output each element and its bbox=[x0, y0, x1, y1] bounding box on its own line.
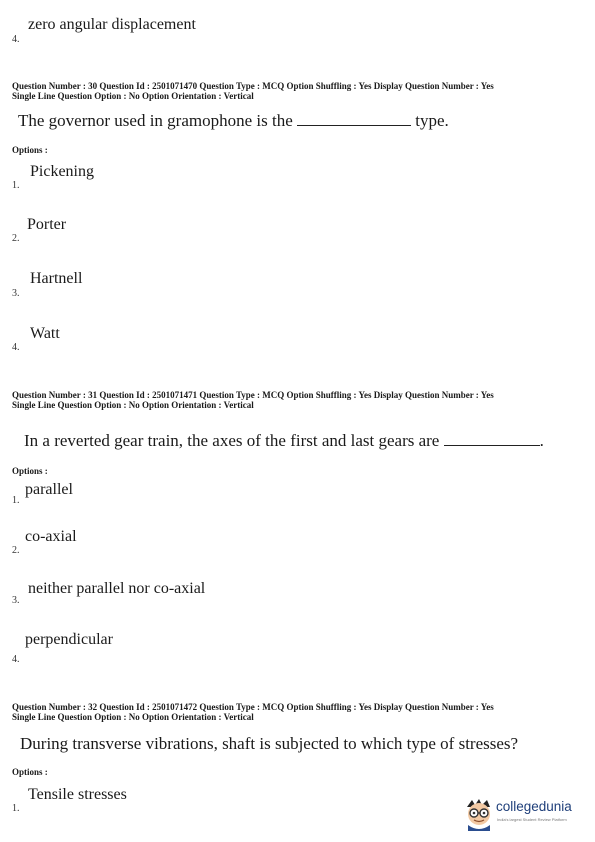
logo-tagline: India's largest Student Review Platform bbox=[497, 817, 567, 822]
question-text bbox=[18, 111, 449, 131]
option-text: parallel bbox=[25, 481, 73, 498]
question-meta-line: Question Number : 32 Question Id : 2501071472 Question Type : MCQ Option Shuffling : Yes Display Question Number : Yes bbox=[12, 702, 494, 712]
answer-blank bbox=[444, 431, 540, 446]
question-meta-line: Question Number : 30 Question Id : 2501071470 Question Type : MCQ Option Shuffling : Yes Display Question Number : Yes bbox=[12, 81, 494, 91]
option-number: 4. bbox=[12, 654, 20, 665]
option-text: Tensile stresses bbox=[28, 786, 127, 803]
question-text-before: In a reverted gear train, the axes of the first and last gears are bbox=[24, 431, 440, 450]
question-meta bbox=[12, 81, 587, 101]
option-text: Watt bbox=[30, 325, 60, 342]
option-number: 4. bbox=[12, 34, 20, 45]
option-text: co-axial bbox=[25, 528, 77, 545]
option-text: Hartnell bbox=[30, 270, 83, 287]
question-text-before: The governor used in gramophone is the bbox=[18, 111, 293, 130]
option-text: zero angular displacement bbox=[28, 16, 196, 33]
logo-wordmark: collegedunia bbox=[496, 799, 572, 814]
question-meta-line: Single Line Question Option : No Option Orientation : Vertical bbox=[12, 400, 254, 410]
answer-blank bbox=[297, 111, 411, 126]
question-meta-line: Question Number : 31 Question Id : 2501071471 Question Type : MCQ Option Shuffling : Yes Display Question Number : Yes bbox=[12, 390, 494, 400]
option-number: 1. bbox=[12, 803, 20, 814]
mascot-icon bbox=[463, 797, 495, 831]
options-label: Options : bbox=[12, 767, 48, 777]
question-text bbox=[24, 431, 544, 451]
option-number: 2. bbox=[12, 233, 20, 244]
question-meta bbox=[12, 702, 587, 722]
question-text: During transverse vibrations, shaft is subjected to which type of stresses? bbox=[20, 734, 519, 753]
option-number: 1. bbox=[12, 495, 20, 506]
question-meta-line: Single Line Question Option : No Option Orientation : Vertical bbox=[12, 712, 254, 722]
option-number: 3. bbox=[12, 288, 20, 299]
option-text: Pickening bbox=[30, 163, 94, 180]
collegedunia-logo bbox=[463, 797, 583, 831]
option-text: neither parallel nor co-axial bbox=[28, 580, 206, 597]
question-meta bbox=[12, 390, 587, 410]
question-text-after: . bbox=[539, 431, 544, 450]
option-number: 2. bbox=[12, 545, 20, 556]
option-number: 1. bbox=[12, 180, 20, 191]
option-number: 3. bbox=[12, 595, 20, 606]
option-text: perpendicular bbox=[25, 631, 113, 648]
options-label: Options : bbox=[12, 466, 48, 476]
option-text: Porter bbox=[27, 216, 67, 233]
question-meta-line: Single Line Question Option : No Option Orientation : Vertical bbox=[12, 91, 254, 101]
question-text-after: type. bbox=[415, 111, 449, 130]
option-number: 4. bbox=[12, 342, 20, 353]
options-label: Options : bbox=[12, 145, 48, 155]
